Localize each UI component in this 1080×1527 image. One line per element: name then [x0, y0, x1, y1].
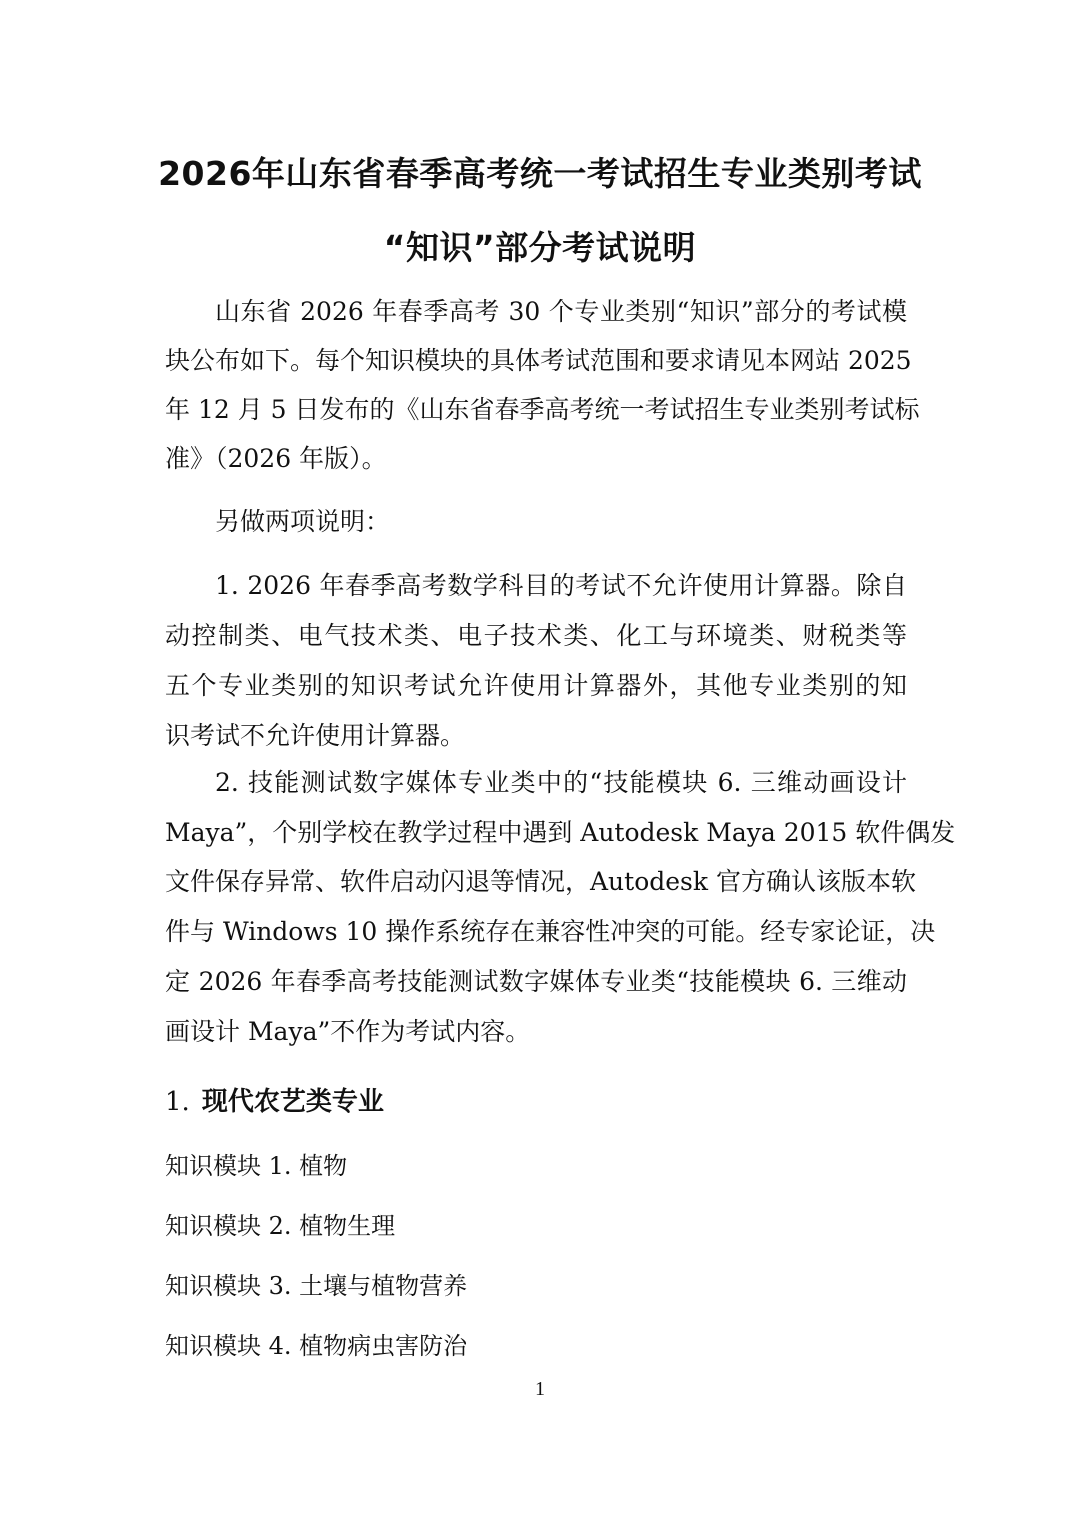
note-line: 动控制类、电气技术类、电子技术类、化工与环境类、财税类等 — [165, 621, 907, 650]
module-item: 知识模块 2. 植物生理 — [165, 1212, 396, 1240]
note-line: Maya”，个别学校在教学过程中遇到 Autodesk Maya 2015 软件偶发 — [165, 818, 956, 847]
notes-intro: 另做两项说明： — [215, 507, 391, 536]
note-line: 1. 2026 年春季高考数学科目的考试不允许使用计算器。除自 — [215, 571, 907, 600]
module-item: 知识模块 1. 植物 — [165, 1152, 348, 1180]
note-line: 五个专业类别的知识考试允许使用计算器外，其他专业类别的知 — [165, 671, 907, 700]
section-number: 1. — [165, 1087, 190, 1117]
document-title-line-2: “知识”部分考试说明 — [383, 228, 697, 267]
intro-line: 山东省 2026 年春季高考 30 个专业类别“知识”部分的考试模 — [215, 297, 907, 326]
note-line: 定 2026 年春季高考技能测试数字媒体专业类“技能模块 6. 三维动 — [165, 967, 907, 996]
note-line: 件与 Windows 10 操作系统存在兼容性冲突的可能。经专家论证，决 — [165, 917, 936, 946]
intro-line: 块公布如下。每个知识模块的具体考试范围和要求请见本网站 2025 — [165, 346, 912, 375]
section-title: 现代农艺类专业 — [201, 1087, 384, 1117]
intro-line: 年 12 月 5 日发布的《山东省春季高考统一考试招生专业类别考试标 — [165, 395, 920, 424]
section-heading — [165, 1086, 907, 1118]
module-item: 知识模块 4. 植物病虫害防治 — [165, 1332, 468, 1360]
note-line: 画设计 Maya”不作为考试内容。 — [165, 1017, 531, 1046]
document-title-line-1: 2026年山东省春季高考统一考试招生专业类别考试 — [158, 154, 922, 193]
module-item: 知识模块 3. 土壤与植物营养 — [165, 1272, 468, 1300]
note-line: 2. 技能测试数字媒体专业类中的“技能模块 6. 三维动画设计 — [215, 768, 907, 797]
note-line: 文件保存异常、软件启动闪退等情况，Autodesk 官方确认该版本软 — [165, 867, 916, 896]
page-number: 1 — [535, 1378, 545, 1400]
intro-line: 准》（2026 年版）。 — [165, 444, 387, 473]
note-line: 识考试不允许使用计算器。 — [165, 721, 466, 750]
